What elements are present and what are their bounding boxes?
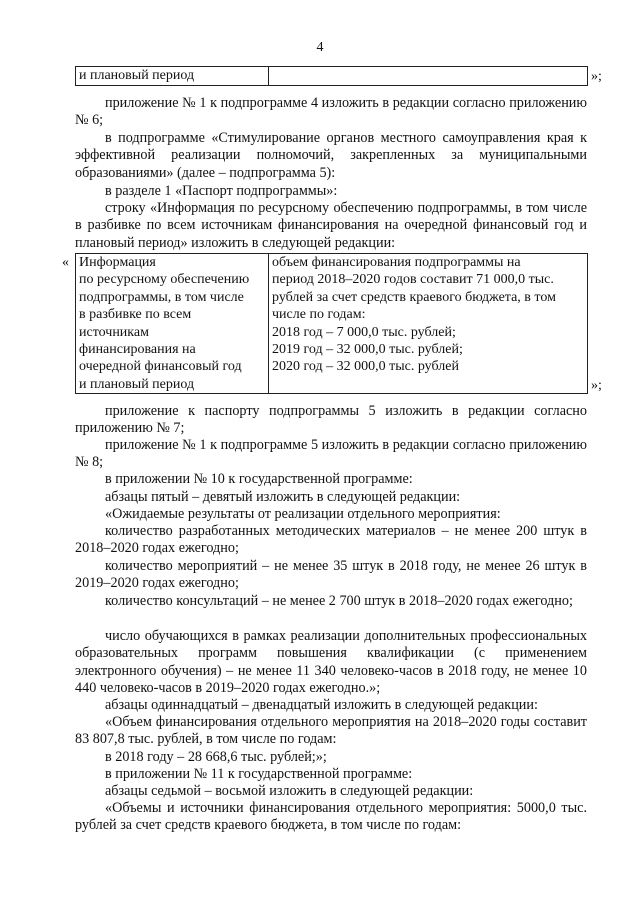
info-table-right-cell: объем финансирования подпрограммы на период 2018–2020 годов составит 71 000,0 тыс. рублей за счет средств краевого бюджета, в том числе по годам: 2018 год – 7 000,0 тыс. рублей; 2019 год – 32 000,0 тыс. рублей; 2020 год – 32 000,0 тыс. рублей	[269, 254, 588, 394]
paragraph: абзацы одиннадцатый – двенадцатый изложить в следующей редакции:	[105, 697, 538, 713]
page-number: 4	[316, 40, 324, 55]
top-table	[75, 66, 588, 86]
paragraph: число обучающихся в рамках реализации дополнительных профессиональных образовательных программ повышения квалификации (с применением электронного обучения) – не менее 11 340 человеко-часов в 2018 году, не менее 10 440 человеко-часов в 2019–2020 годах ежегодно.»;	[75, 628, 587, 697]
top-table-closing-quote: »;	[591, 69, 602, 84]
paragraph: строку «Информация по ресурсному обеспечению подпрограммы, в том числе в разбивке по всем источникам финансирования на очередной финансовый год и плановый период» изложить в следующей редакции:	[75, 200, 587, 251]
top-table-right-cell	[269, 67, 588, 86]
paragraph: «Объем финансирования отдельного мероприятия на 2018–2020 годы составит 83 807,8 тыс. рублей, в том числе по годам:	[75, 714, 587, 748]
paragraph: приложение № 1 к подпрограмме 5 изложить в редакции согласно приложению № 8;	[75, 437, 587, 471]
paragraph: количество мероприятий – не менее 35 штук в 2018 году, не менее 26 штук в 2019–2020 годах ежегодно;	[75, 558, 587, 592]
paragraph: в подпрограмме «Стимулирование органов местного самоуправления края к эффективной реализации полномочий, закрепленных за муниципальными образованиями» (далее – подпрограмма 5):	[75, 130, 587, 181]
paragraph: приложение к паспорту подпрограммы 5 изложить в редакции согласно приложению № 7;	[75, 403, 587, 437]
info-table-close-quote: »;	[591, 378, 602, 393]
paragraph: приложение № 1 к подпрограмме 4 изложить в редакции согласно приложению № 6;	[75, 95, 587, 129]
paragraph: абзацы седьмой – восьмой изложить в следующей редакции:	[105, 783, 474, 799]
paragraph: в приложении № 10 к государственной программе:	[105, 471, 413, 487]
info-table-left-cell: Информация по ресурсному обеспечению подпрограммы, в том числе в разбивке по всем источникам финансирования на очередной финансовый год и плановый период	[76, 254, 269, 394]
paragraph: в разделе 1 «Паспорт подпрограммы»:	[105, 183, 338, 199]
paragraph: абзацы пятый – девятый изложить в следующей редакции:	[105, 489, 461, 505]
info-table-open-quote: «	[62, 255, 69, 270]
paragraph: «Объемы и источники финансирования отдельного мероприятия: 5000,0 тыс. рублей за счет средств краевого бюджета, в том числе по годам:	[75, 800, 587, 834]
paragraph: в 2018 году – 28 668,6 тыс. рублей;»;	[105, 749, 327, 765]
paragraph: в приложении № 11 к государственной программе:	[105, 766, 413, 782]
paragraph: «Ожидаемые результаты от реализации отдельного мероприятия:	[105, 506, 501, 522]
paragraph: количество разработанных методических материалов – не менее 200 штук в 2018–2020 годах ежегодно;	[75, 523, 587, 557]
info-table	[75, 253, 588, 394]
paragraph: количество консультаций – не менее 2 700 штук в 2018–2020 годах ежегодно;	[105, 593, 573, 609]
top-table-left-cell: и плановый период	[76, 67, 269, 86]
